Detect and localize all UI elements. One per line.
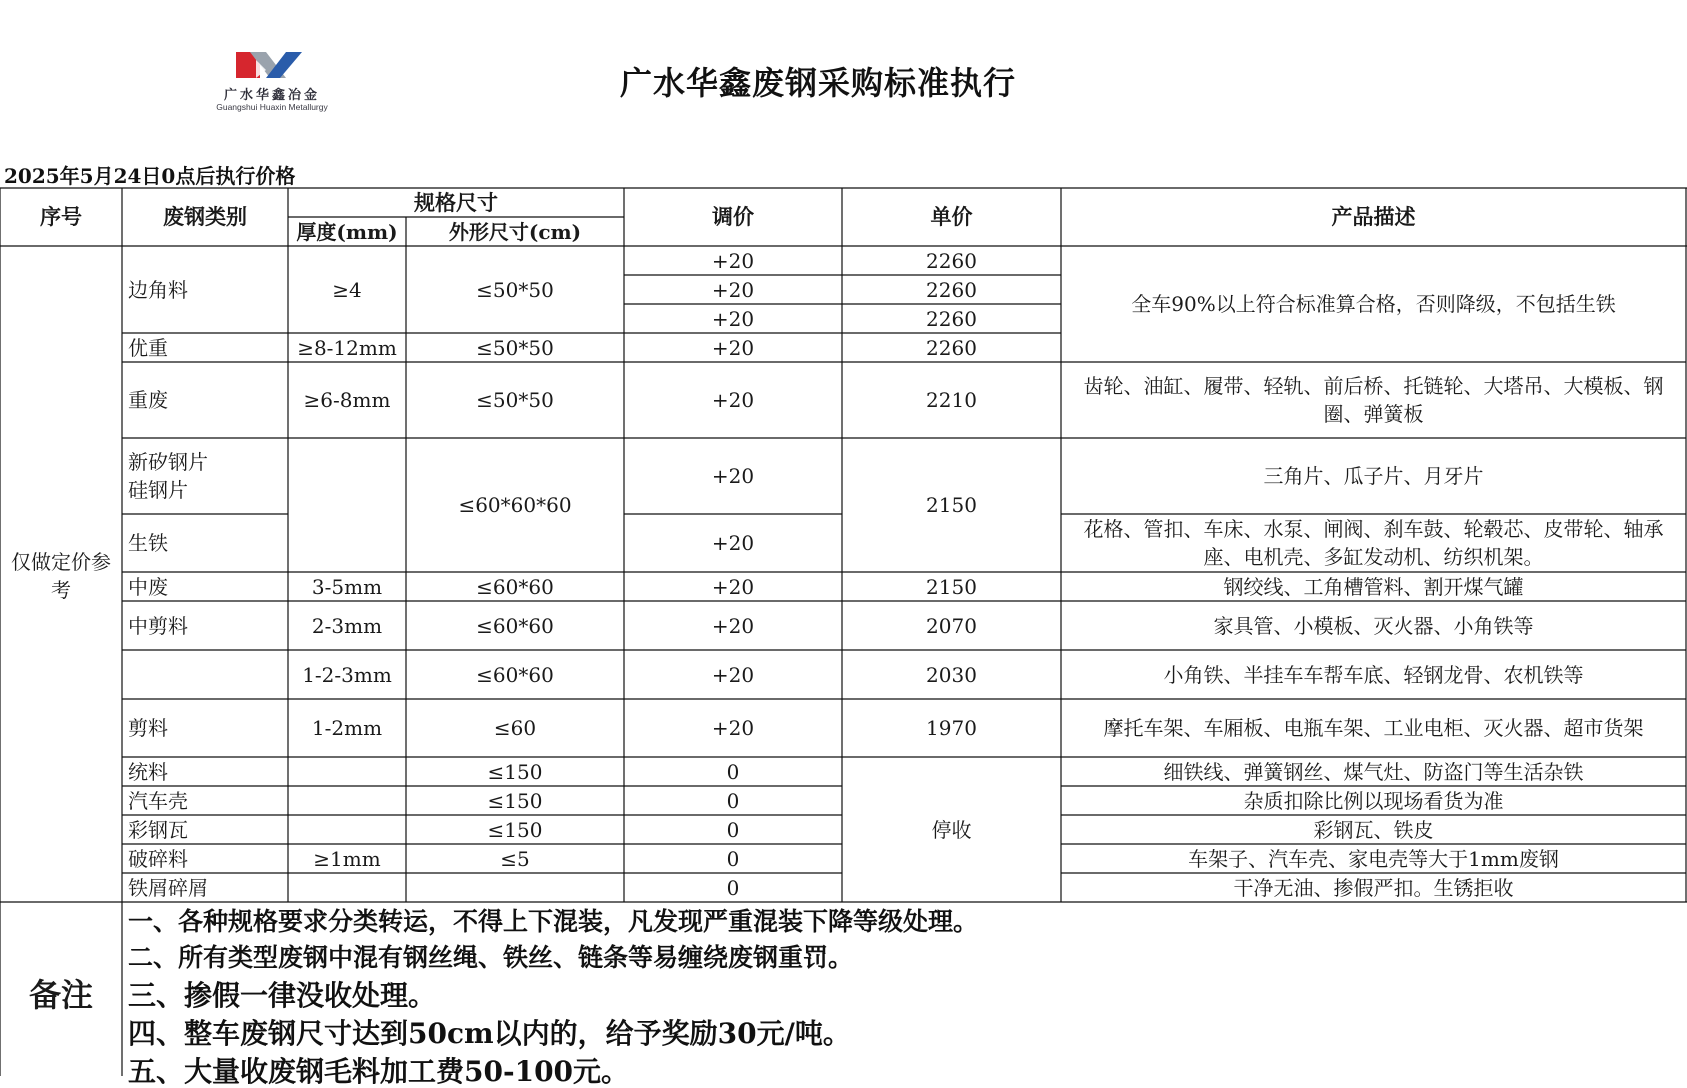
category-cell: 中废	[128, 574, 168, 599]
notes-label: 备注	[28, 976, 93, 1014]
header-size: 外形尺寸(cm)	[448, 219, 582, 244]
adjust-cell: 0	[726, 875, 740, 900]
adjust-cell: +20	[711, 306, 755, 331]
note-item: 四、整车废钢尺寸达到50cm以内的，给予奖励30元/吨。	[128, 1017, 851, 1050]
thickness-cell: ≥6-8mm	[303, 388, 391, 412]
size-cell: ≤50*50	[476, 277, 554, 302]
price-cell: 2210	[926, 388, 977, 412]
size-cell: ≤150	[487, 788, 543, 813]
price-cell: 2260	[926, 277, 977, 302]
price-cell: 2260	[926, 335, 977, 360]
effective-date: 2025年5月24日0点后执行价格	[4, 164, 296, 188]
header-description: 产品描述	[1331, 205, 1416, 229]
header-index: 序号	[40, 205, 82, 229]
company-logo	[186, 48, 356, 120]
price-cell: 1970	[926, 716, 977, 740]
description-cell: 摩托车架、车厢板、电瓶车架、工业电柜、灭火器、超市货架	[1103, 716, 1644, 740]
description-cell: 花格、管扣、车床、水泵、闸阀、刹车鼓、轮毂芯、皮带轮、轴承座、电机壳、多缸发动机、纺织机架。	[1083, 517, 1664, 569]
thickness-cell: 2-3mm	[311, 613, 383, 638]
adjust-cell: 0	[726, 788, 740, 813]
size-cell: ≤60*60	[476, 574, 554, 599]
category-cell: 汽车壳	[128, 788, 188, 813]
description-cell: 齿轮、油缸、履带、轻轨、前后桥、托链轮、大塔吊、大模板、钢圈、弹簧板	[1083, 374, 1664, 426]
adjust-cell: 0	[726, 817, 740, 842]
note-item: 三、掺假一律没收处理。	[128, 979, 437, 1012]
price-cell: 停收	[931, 817, 972, 842]
thickness-cell: ≥4	[332, 277, 362, 302]
logo-chinese-name: 广水华鑫冶金	[223, 88, 320, 103]
category-cell: 彩钢瓦	[128, 817, 188, 842]
category-cell: 重废	[128, 388, 168, 412]
description-cell: 家具管、小模板、灭火器、小角铁等	[1213, 613, 1534, 638]
category-cell: 边角料	[128, 277, 188, 302]
page-title: 广水华鑫废钢采购标准执行	[620, 64, 1017, 102]
note-item: 五、大量收废钢毛料加工费50-100元。	[128, 1055, 630, 1088]
category-cell: 剪料	[128, 716, 168, 740]
logo-english-name: Guangshui Huaxin Metallurgy	[216, 102, 328, 112]
category-cell: 生铁	[128, 531, 168, 555]
description-cell: 三角片、瓜子片、月牙片	[1263, 464, 1484, 488]
category-cell: 统料	[128, 759, 168, 784]
header-price: 单价	[930, 205, 973, 229]
thickness-cell: 1-2-3mm	[302, 662, 392, 687]
description-cell: 车架子、汽车壳、家电壳等大于1mm废钢	[1188, 846, 1559, 871]
note-item: 二、所有类型废钢中混有钢丝绳、铁丝、链条等易缠绕废钢重罚。	[128, 943, 854, 972]
size-cell: ≤60*60*60	[458, 493, 572, 517]
header-category: 废钢类别	[163, 205, 247, 229]
size-cell: ≤60*60	[476, 613, 554, 638]
note-item: 一、各种规格要求分类转运，不得上下混装，凡发现严重混装下降等级处理。	[128, 907, 979, 936]
price-cell: 2070	[926, 613, 977, 638]
description-cell: 全车90%以上符合标准算合格，否则降级，不包括生铁	[1131, 292, 1616, 316]
header-spec: 规格尺寸	[414, 190, 498, 215]
size-cell: ≤50*50	[476, 335, 554, 360]
price-cell: 2150	[926, 574, 977, 599]
price-cell: 2260	[926, 306, 977, 331]
adjust-cell: +20	[711, 716, 755, 740]
adjust-cell: +20	[711, 248, 755, 273]
price-cell: 2150	[926, 493, 977, 517]
adjust-cell: +20	[711, 531, 755, 555]
adjust-cell: +20	[711, 388, 755, 412]
category-cell: 中剪料	[128, 613, 188, 638]
description-cell: 钢绞线、工角槽管料、割开煤气罐	[1223, 574, 1524, 599]
adjust-cell: +20	[711, 277, 755, 302]
size-cell: ≤150	[487, 817, 543, 842]
adjust-cell: +20	[711, 335, 755, 360]
thickness-cell: ≥1mm	[313, 846, 381, 871]
header-adjust: 调价	[712, 205, 754, 229]
description-cell: 小角铁、半挂车车帮车底、轻钢龙骨、农机铁等	[1163, 662, 1584, 687]
adjust-cell: +20	[711, 464, 755, 488]
size-cell: ≤60*60	[476, 662, 554, 687]
category-cell: 优重	[128, 335, 168, 360]
size-cell: ≤150	[487, 759, 543, 784]
description-cell: 细铁线、弹簧钢丝、煤气灶、防盗门等生活杂铁	[1163, 759, 1584, 784]
adjust-cell: +20	[711, 662, 755, 687]
category-cell: 新矽钢片 硅钢片	[128, 450, 208, 502]
category-cell	[122, 650, 288, 699]
size-cell: ≤50*50	[476, 388, 554, 412]
header-thickness: 厚度(mm)	[296, 219, 398, 244]
size-cell: ≤60	[493, 716, 537, 740]
thickness-cell: 1-2mm	[311, 716, 383, 740]
size-cell: ≤5	[500, 846, 530, 871]
description-cell: 彩钢瓦、铁皮	[1313, 817, 1434, 842]
price-cell: 2030	[926, 662, 977, 687]
category-cell: 破碎料	[128, 846, 188, 871]
index-note: 仅做定价参考	[11, 550, 111, 602]
thickness-cell: 3-5mm	[311, 574, 383, 599]
thickness-cell: ≥8-12mm	[297, 335, 397, 360]
description-cell: 杂质扣除比例以现场看货为准	[1243, 788, 1504, 813]
huaxin-logo-icon	[236, 48, 304, 84]
adjust-cell: +20	[711, 574, 755, 599]
adjust-cell: +20	[711, 613, 755, 638]
price-cell: 2260	[926, 248, 977, 273]
description-cell: 干净无油、掺假严扣。生锈拒收	[1233, 875, 1514, 900]
adjust-cell: 0	[726, 846, 740, 871]
adjust-cell: 0	[726, 759, 740, 784]
category-cell: 铁屑碎屑	[128, 875, 208, 900]
